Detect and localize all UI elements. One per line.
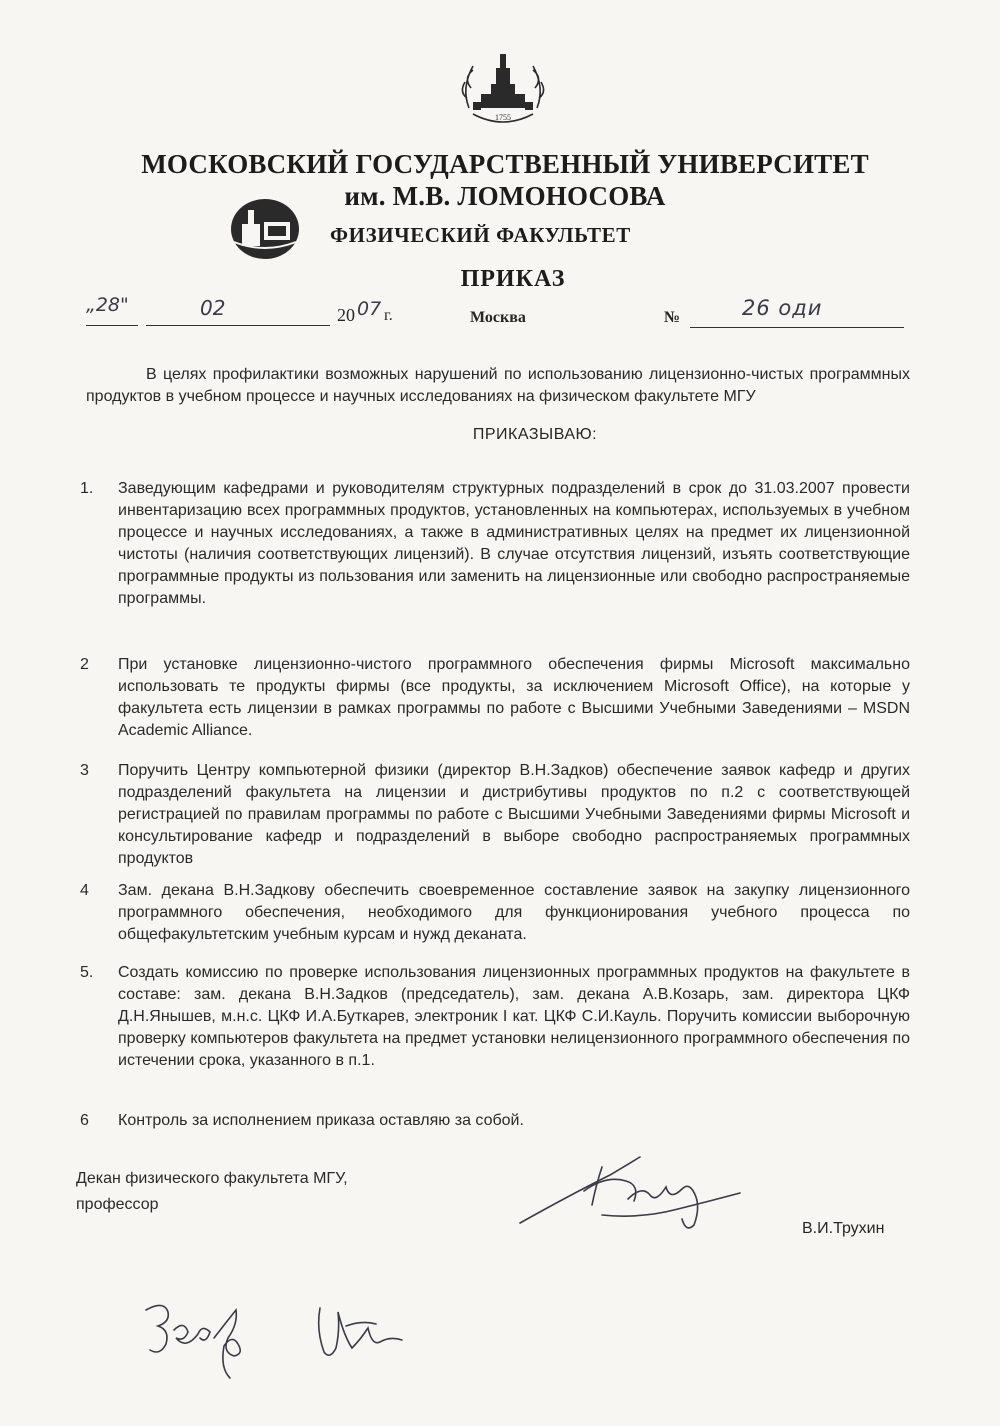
order-item-2 [80,654,910,742]
intro-paragraph: В целях профилактики возможных нарушений по использованию лицензионно-чистых программных продуктов в учебном процессе и научных исследованиях на физическом факультете МГУ [86,366,910,405]
signatory-position [76,1166,348,1218]
order-item-1 [80,478,910,610]
item-number: 5. [80,964,94,981]
order-item-4 [80,880,910,946]
item-number: 4 [80,882,89,899]
month-underline [146,325,330,326]
position-line2: профессор [76,1196,159,1213]
item-text: Поручить Центру компьютерной физики (директор В.Н.Задков) обеспечение заявок кафедр и других подразделений факультета на лицензии и дистрибутивы продуктов по п.2 с соответствующей регистрацией по правилам программы по работе с Высшими Учебными Заведениями фирмы Microsoft и консультирование кафедр и подразделений в выборе свободно распространяемых программных продуктов [118,762,910,867]
item-number: 6 [80,1112,89,1129]
signatory-name: В.И.Трухин [802,1220,885,1237]
order-item-3 [80,760,910,870]
item-text: Зам. декана В.Н.Задкову обеспечить своевременное составление заявок на закупку лицензионного программного обеспечения, необходимого для функционирования учебного процесса по общефакультетским учебным курсам и нужд деканата. [118,882,910,943]
university-name-line2: им. М.В. ЛОМОНОСОВА [344,181,666,211]
order-month: 02 [200,296,226,320]
handwritten-initials-icon [140,1290,440,1385]
item-number: 1. [80,480,94,497]
year-handwritten: 07 [357,298,382,320]
order-item-6 [80,1110,910,1132]
item-text: Создать комиссию по проверке использования лицензионных программных продуктов на факультете в составе: зам. декана В.Н.Задков (председатель), зам. декана А.В.Козарь, зам. директора ЦКФ Д.Н.Янышев, м.н.с. ЦКФ И.А.Буткарев, электроник I кат. ЦКФ С.И.Кауль. Поручить комиссии выборочную проверку компьютеров факультета на предмет установки нелицензионного программного обеспечения по истечении срока, указанного в п.1. [118,964,910,1069]
physics-faculty-logo-icon [228,196,302,262]
year-suffix: г. [384,307,393,324]
year-prefix: 20 [337,305,355,325]
item-number: 2 [80,656,89,673]
decree-heading: ПРИКАЗЫВАЮ: [472,426,598,443]
university-name [0,148,1000,212]
item-number: 3 [80,762,89,779]
order-title: ПРИКАЗ [460,266,566,292]
svg-text:1755: 1755 [495,113,511,122]
order-city: Москва [470,309,526,326]
handwritten-signature-icon [510,1145,770,1235]
order-item-5 [80,962,910,1072]
order-day: „28" [86,294,129,316]
item-text: При установке лицензионно-чистого программного обеспечения фирмы Microsoft максимально использовать те продукты фирмы (все продукты, за исключением Microsoft Office), на которые у факультета есть лицензии в рамках программы по работе с Высшими Учебными Заведениями – MSDN Academic Alliance. [118,656,910,739]
msu-building-emblem-icon [455,48,551,136]
faculty-name: ФИЗИЧЕСКИЙ ФАКУЛЬТЕТ [330,223,631,247]
day-underline [86,325,138,326]
number-underline [690,327,904,328]
item-text: Заведующим кафедрами и руководителям структурных подразделений в срок до 31.03.2007 провести инвентаризацию всех программных продуктов, установленных на компьютерах, используемых в учебном процессе и научных исследованиях, а также в административных целях на предмет их лицензионной чистоты (наличия соответствующих лицензий). В случае отсутствия лицензий, изъять соответствующие программные продукты из пользования или заменить на лицензионные или свободно распространяемые программы. [118,480,910,607]
order-number-label: № [664,309,681,326]
order-number: 26 оди [742,296,823,320]
university-name-line1: МОСКОВСКИЙ ГОСУДАРСТВЕННЫЙ УНИВЕРСИТЕТ [141,149,869,179]
item-text: Контроль за исполнением приказа оставляю за собой. [118,1112,524,1129]
position-line1: Декан физического факультета МГУ, [76,1170,348,1187]
